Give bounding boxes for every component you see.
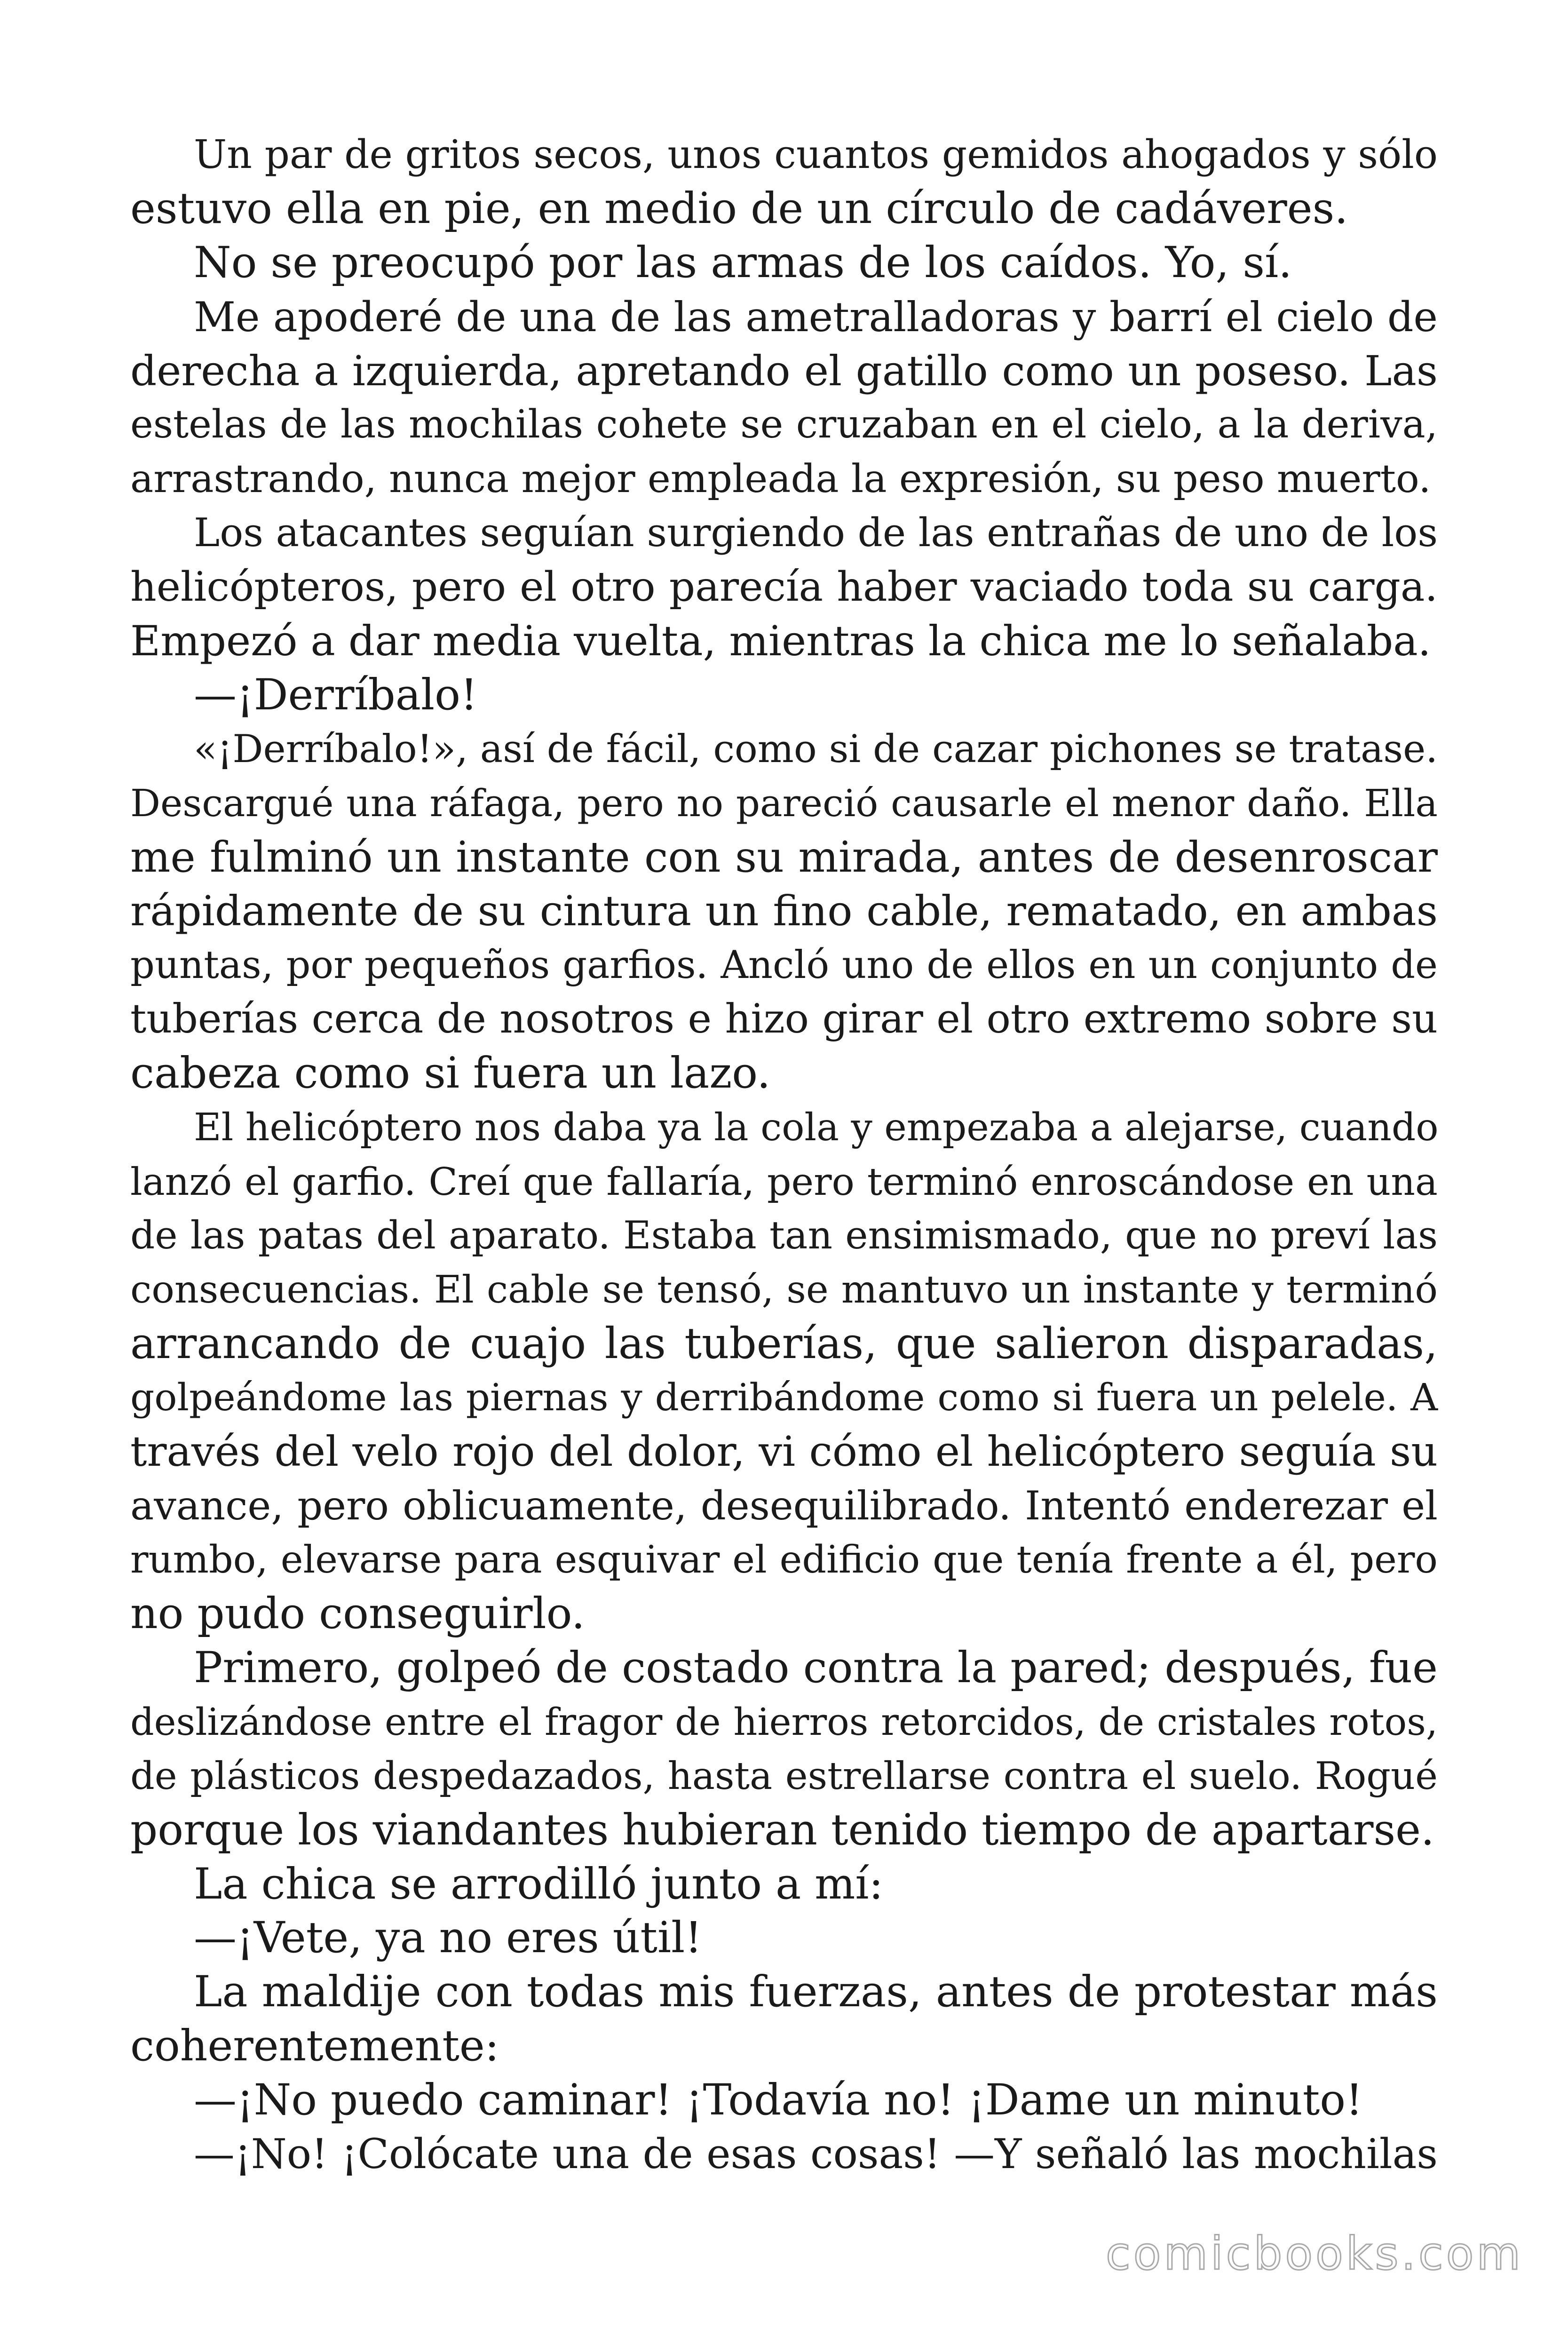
text-line: Empezó a dar media vuelta, mientras la chica me lo señalaba. [130, 617, 1431, 666]
text-line: través del velo rojo del dolor, vi cómo el helicóptero seguía su [130, 1427, 1438, 1476]
text-line: helicópteros, pero el otro parecía haber vaciado toda su carga. [130, 564, 1438, 611]
text-line: derecha a izquierda, apretando el gatillo como un poseso. Las [130, 346, 1438, 395]
text-line: La chica se arrodilló junto a mí: [194, 1859, 884, 1909]
text-line: no pudo conseguirlo. [130, 1589, 585, 1639]
text-line: avance, pero oblicuamente, desequilibrado. Intentó enderezar el [130, 1483, 1438, 1529]
text-line: Me apoderé de una de las ametralladoras y barrí el cielo de [194, 293, 1438, 341]
text-line: Primero, golpeó de costado contra la pared; después, fue [194, 1643, 1438, 1692]
text-line: puntas, por pequeños garfios. Ancló uno de ellos en un conjunto de [130, 943, 1438, 988]
text-line: La maldije con todas mis fuerzas, antes de protestar más [194, 1967, 1438, 2017]
text-line: No se preocupó por las armas de los caídos. Yo, sí. [194, 238, 1292, 287]
text-line: golpeándome las piernas y derribándome como si fuera un pelele. A [130, 1375, 1438, 1420]
text-line: tuberías cerca de nosotros e hizo girar el otro extremo sobre su [130, 996, 1438, 1043]
text-line: rumbo, elevarse para esquivar el edificio que tenía frente a él, pero [130, 1538, 1438, 1582]
text-line: «¡Derríbalo!», así de fácil, como si de cazar pichones se tratase. [194, 727, 1438, 771]
text-line: arrastrando, nunca mejor empleada la expresión, su peso muerto. [130, 456, 1431, 502]
text-line: —¡Vete, ya no eres útil! [194, 1913, 702, 1963]
text-line: coherentemente: [130, 2021, 499, 2071]
text-line: cabeza como si fuera un lazo. [130, 1049, 771, 1098]
text-line: deslizándose entre el fragor de hierros retorcidos, de cristales rotos, [130, 1700, 1438, 1744]
text-line: rápidamente de su cintura un fino cable, rematado, en ambas [130, 887, 1438, 936]
text-line: porque los viandantes hubieran tenido tiempo de apartarse. [130, 1805, 1434, 1855]
text-line: estelas de las mochilas cohete se cruzaban en el cielo, a la deriva, [130, 402, 1438, 447]
text-line: estuvo ella en pie, en medio de un círculo de cadáveres. [130, 183, 1348, 233]
text-line: Descargué una ráfaga, pero no pareció causarle el menor daño. Ella [130, 781, 1438, 825]
text-line: —¡No puedo caminar! ¡Todavía no! ¡Dame un minuto! [194, 2075, 1363, 2125]
text-line: arrancando de cuajo las tuberías, que salieron disparadas, [130, 1319, 1438, 1368]
text-line: lanzó el garfio. Creí que fallaría, pero terminó enroscándose en una [130, 1159, 1438, 1204]
watermark: comicbooks.com [1105, 2227, 1523, 2280]
text-line: de plásticos despedazados, hasta estrellarse contra el suelo. Rogué [130, 1754, 1438, 1798]
text-line: me fulminó un instante con su mirada, antes de desenroscar [130, 832, 1438, 882]
text-line: Un par de gritos secos, unos cuantos gemidos ahogados y sólo [194, 132, 1438, 177]
text-line: de las patas del aparato. Estaba tan ensimismado, que no preví las [130, 1213, 1438, 1258]
text-line: consecuencias. El cable se tensó, se mantuvo un instante y terminó [130, 1267, 1438, 1312]
text-line: El helicóptero nos daba ya la cola y empezaba a alejarse, cuando [194, 1105, 1439, 1150]
book-page-text [130, 128, 1438, 2182]
text-line: —¡Derríbalo! [194, 670, 478, 720]
text-line: —¡No! ¡Colócate una de esas cosas! —Y señaló las mochilas [194, 2130, 1438, 2178]
text-line: Los atacantes seguían surgiendo de las entrañas de uno de los [194, 510, 1438, 556]
